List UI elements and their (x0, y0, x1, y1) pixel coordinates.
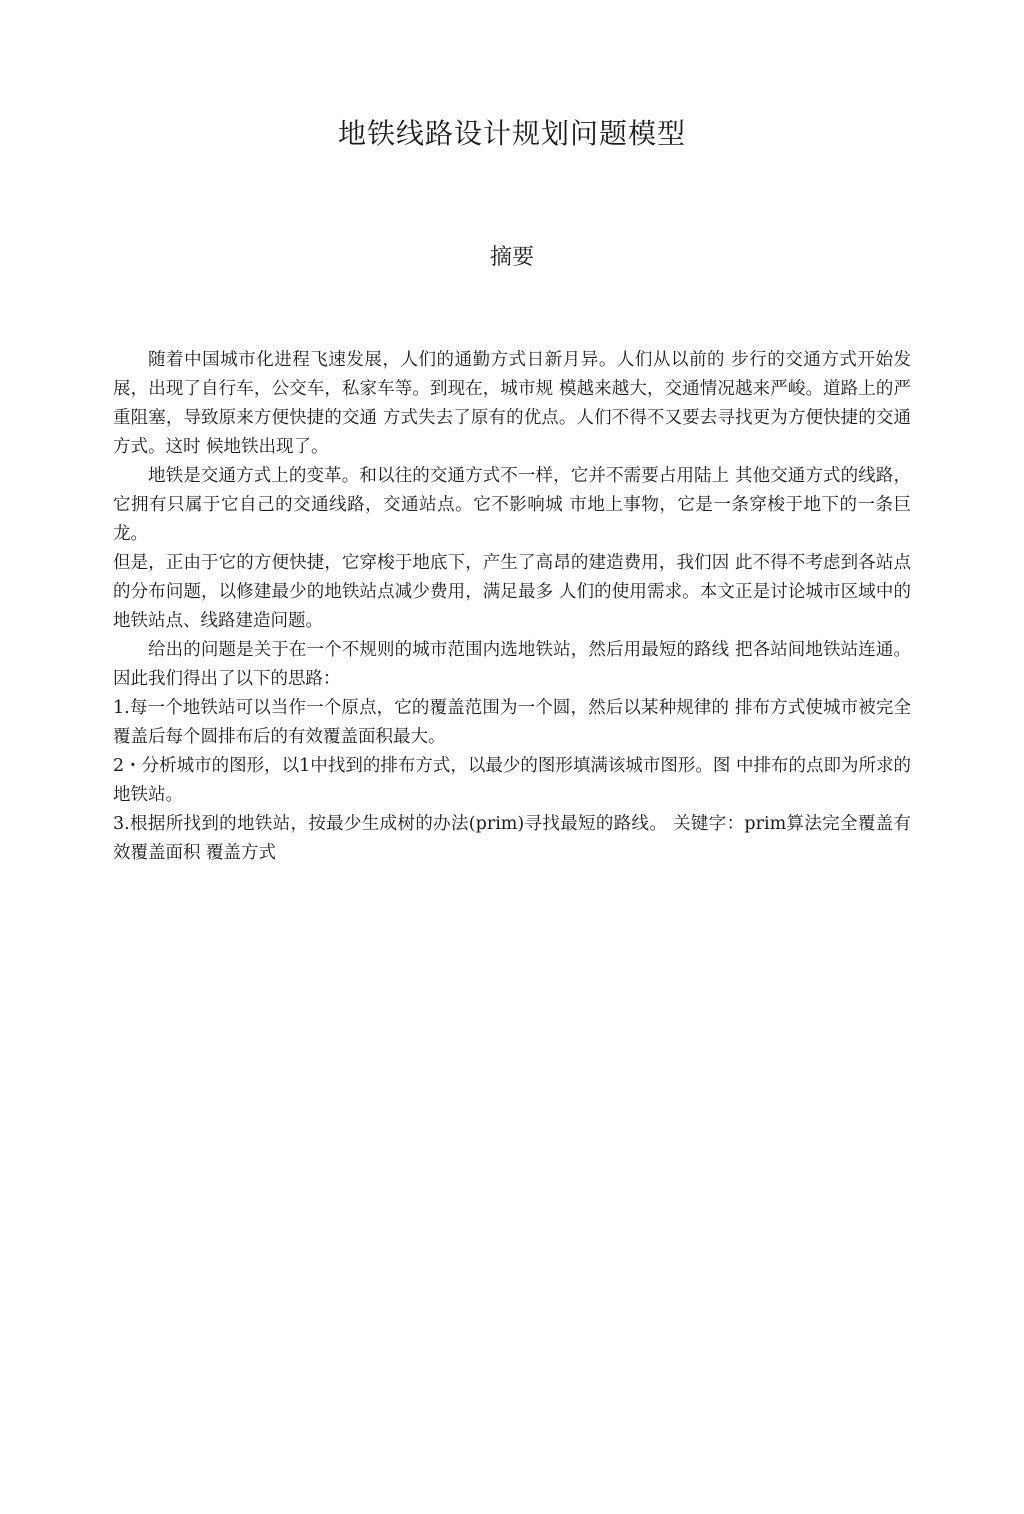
document-title: 地铁线路设计规划问题模型 (337, 117, 686, 150)
paragraph-problem-statement: 给出的问题是关于在一个不规则的城市范围内选地铁站，然后用最短的路线 把各站间地铁站连通。因此我们得出了以下的思路： (113, 640, 911, 689)
paragraph-step-2: 2・分析城市的图形，以1中找到的排布方式，以最少的图形填满该城市图形。图 中排布的点即为所求的地铁站。 (113, 756, 911, 805)
paragraph-intro: 随着中国城市化进程飞速发展，人们的通勤方式日新月异。人们从以前的 步行的交通方式开始发展，出现了自行车，公交车，私家车等。到现在，城市规 模越来越大，交通情况越来严峻。道路上的严重阻塞，导致原来方便快捷的交通 方式失去了原有的优点。人们不得不又要去寻找更为方便快捷的交通方式。这时 候地铁出现了。 (113, 350, 911, 457)
abstract-heading: 摘要 (489, 245, 534, 270)
paragraph-step-1: 1.每一个地铁站可以当作一个原点，它的覆盖范围为一个圆，然后以某种规律的 排布方式使城市被完全覆盖后每个圆排布后的有效覆盖面积最大。 (113, 698, 911, 747)
paragraph-subway-revolution: 地铁是交通方式上的变革。和以往的交通方式不一样，它并不需要占用陆上 其他交通方式的线路，它拥有只属于它自己的交通线路，交通站点。它不影响城 市地上事物，它是一条穿梭于地下的一条巨龙。 (113, 466, 911, 544)
paragraph-step-3-keywords: 3.根据所找到的地铁站，按最少生成树的办法(prim)寻找最短的路线。 关键字：prim算法完全覆盖有效覆盖面积 覆盖方式 (113, 814, 911, 863)
abstract-body (113, 346, 911, 868)
paragraph-cost-problem: 但是，正由于它的方便快捷，它穿梭于地底下，产生了高昂的建造费用，我们因 此不得不考虑到各站点的分布问题，以修建最少的地铁站点减少费用，满足最多 人们的使用需求。本文正是讨论城市区域中的地铁站点、线路建造问题。 (113, 553, 911, 631)
